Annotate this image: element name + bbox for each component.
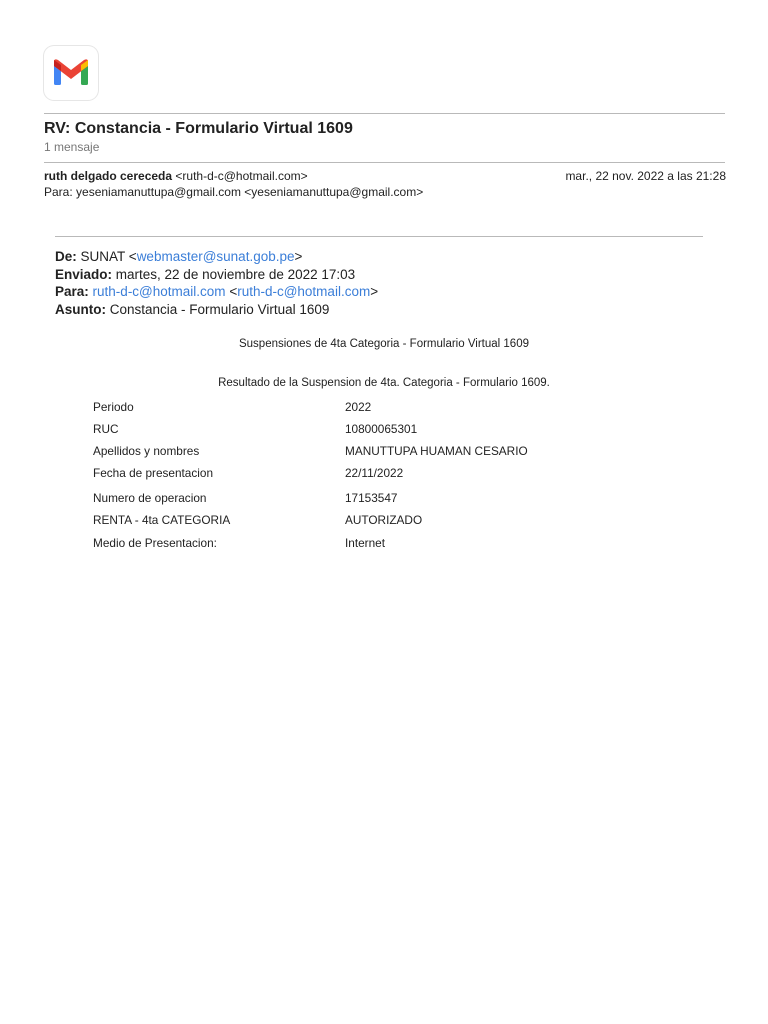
forwarded-from: De: SUNAT <webmaster@sunat.gob.pe> (55, 249, 303, 264)
sender-line (44, 169, 308, 183)
to-email-link-2[interactable]: ruth-d-c@hotmail.com (237, 284, 371, 299)
header-divider (44, 162, 725, 163)
row-label: Numero de operacion (93, 491, 207, 505)
message-count: 1 mensaje (44, 140, 100, 154)
message-date: mar., 22 nov. 2022 a las 21:28 (565, 169, 726, 183)
top-divider (44, 113, 725, 114)
sender-name: ruth delgado cereceda (44, 169, 173, 183)
body-subtitle: Resultado de la Suspension de 4ta. Categoria - Formulario 1609. (218, 377, 550, 389)
recipient-line: Para: yeseniamanuttupa@gmail.com <yeseniamanuttupa@gmail.com> (44, 185, 424, 199)
email-subject: RV: Constancia - Formulario Virtual 1609 (44, 120, 353, 137)
row-value: Internet (345, 536, 386, 550)
row-value: 22/11/2022 (345, 466, 404, 480)
to-email-link[interactable]: ruth-d-c@hotmail.com (92, 284, 226, 299)
row-label: Medio de Presentacion: (93, 536, 217, 550)
row-label: Periodo (93, 400, 134, 414)
row-value: AUTORIZADO (345, 513, 423, 527)
row-value: 17153547 (345, 491, 398, 505)
row-label: Apellidos y nombres (93, 444, 200, 458)
from-email-link[interactable]: webmaster@sunat.gob.pe (136, 249, 295, 264)
forwarded-to: Para: ruth-d-c@hotmail.com <ruth-d-c@hotmail.com> (55, 284, 379, 299)
row-label: RUC (93, 422, 119, 436)
gmail-icon (53, 58, 89, 86)
sender-email: <ruth-d-c@hotmail.com> (175, 169, 308, 183)
forward-divider (55, 236, 703, 237)
row-value: MANUTTUPA HUAMAN CESARIO (345, 444, 528, 458)
row-value: 10800065301 (345, 422, 418, 436)
row-label: RENTA - 4ta CATEGORIA (93, 513, 231, 527)
forwarded-sent: Enviado: martes, 22 de noviembre de 2022 17:03 (55, 266, 356, 282)
row-value: 2022 (345, 400, 372, 414)
gmail-logo (44, 46, 98, 100)
forwarded-header (55, 248, 378, 318)
row-label: Fecha de presentacion (93, 466, 214, 480)
body-title: Suspensiones de 4ta Categoria - Formulario Virtual 1609 (238, 338, 529, 350)
forwarded-subject: Asunto: Constancia - Formulario Virtual 1609 (55, 301, 330, 317)
